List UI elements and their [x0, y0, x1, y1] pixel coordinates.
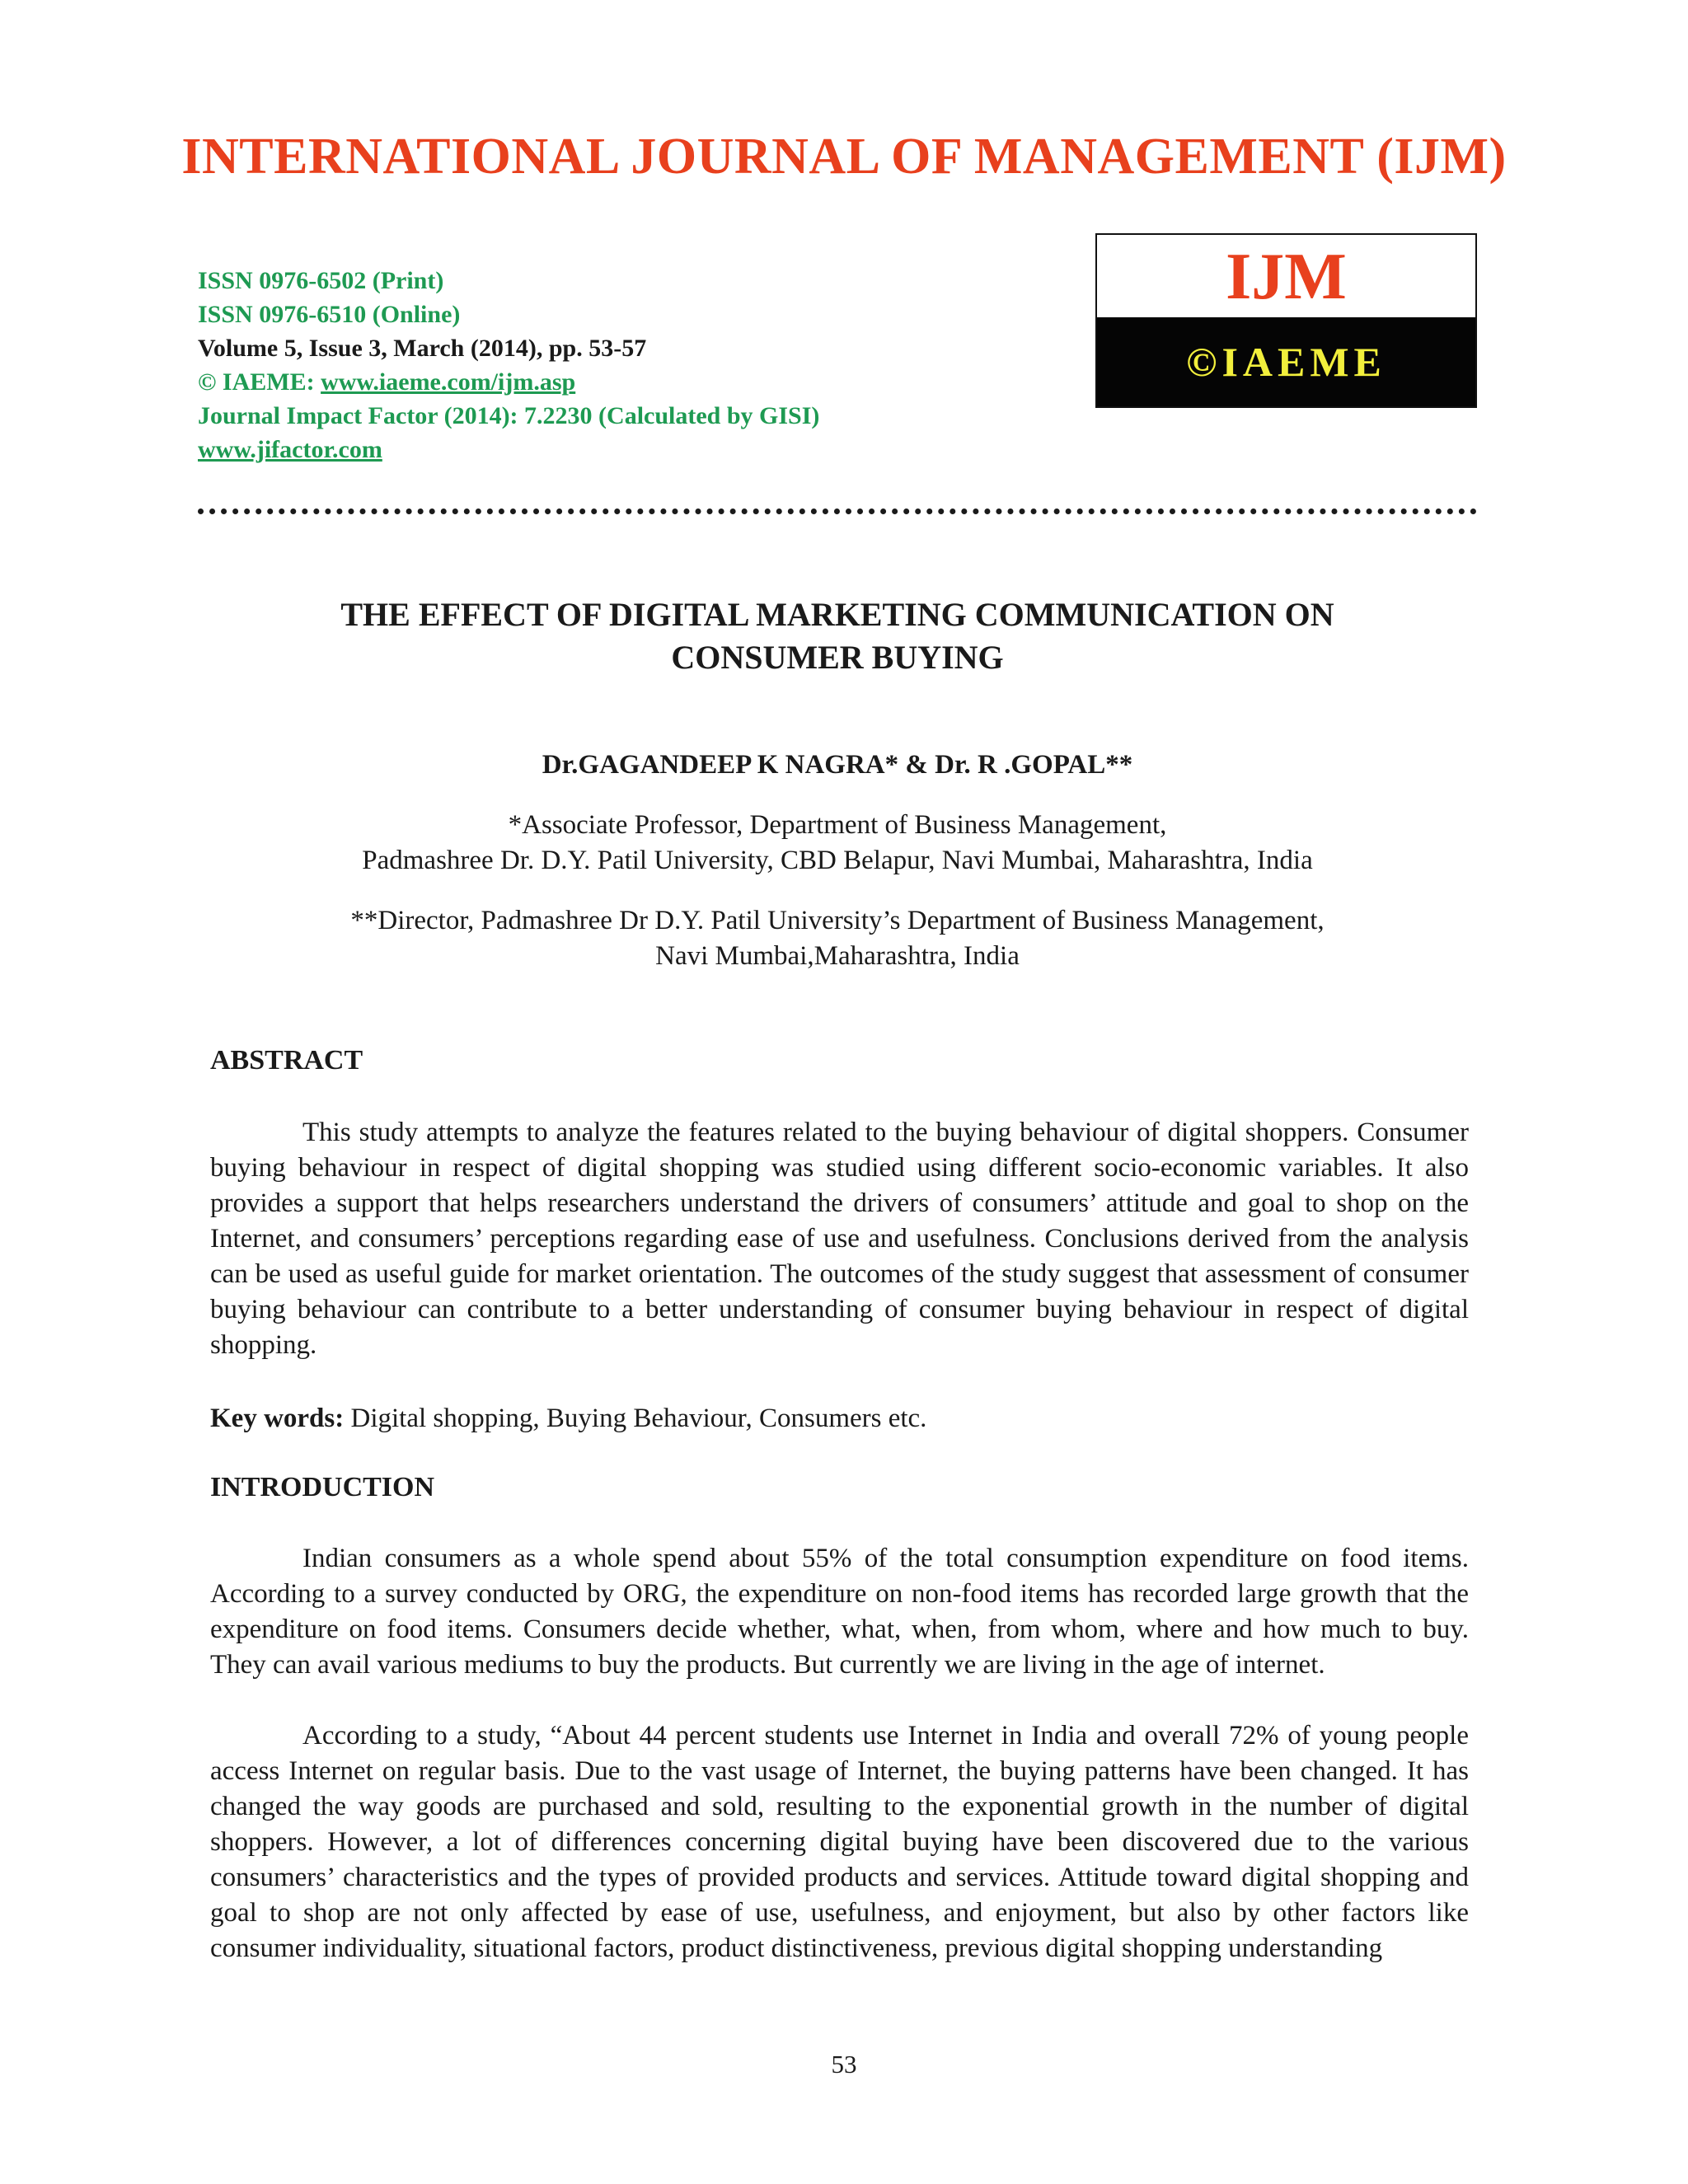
introduction-paragraph-2: According to a study, “About 44 percent students use Internet in India and overall 72% of young people access Internet on regular basis. Due to the vast usage of Internet, the buying patterns have been changed. It has changed the way goods are purchased and sold, resulting to the exponential growth in the number of digital shoppers. However, a lot of differences concerning digital buying have been discovered due to the various consumers’ characteristics and the types of provided products and services. Attitude toward digital shopping and goal to shop are not only affected by ease of use, usefulness, and enjoyment, but also by other factors like consumer individuality, situational factors, product distinctiveness, previous digital shopping understanding	[210, 1721, 1469, 1963]
paper-title-line2: CONSUMER BUYING	[671, 639, 1004, 676]
abstract-text: This study attempts to analyze the features related to the buying behaviour of digital shoppers. Consumer buying behaviour in respect of digital shopping was studied using different socio-economic variables. It also provides a support that helps researchers understand the drivers of consumers’ attitude and goal to shop on the Internet, and consumers’ perceptions regarding ease of use and usefulness. Conclusions derived from the analysis can be used as useful guide for market orientation. The outcomes of the study suggest that assessment of consumer buying behaviour can contribute to a better understanding of consumer buying behaviour in respect of digital shopping.	[210, 1118, 1469, 1360]
impact-factor: Journal Impact Factor (2014): 7.2230 (Calculated by GISI)	[198, 402, 820, 429]
keywords	[210, 1401, 1469, 1436]
keywords-text: Digital shopping, Buying Behaviour, Consumers etc.	[344, 1404, 927, 1433]
paper-title	[198, 593, 1477, 679]
iaeme-link[interactable]: www.iaeme.com/ijm.asp	[321, 368, 576, 396]
affiliation-2-line1: **Director, Padmashree Dr D.Y. Patil University’s Department of Business Management,	[350, 906, 1325, 935]
affiliation-2-line2: Navi Mumbai,Maharashtra, India	[655, 941, 1020, 971]
affiliation-2	[198, 903, 1477, 974]
ijm-logo-text: IJM	[1226, 241, 1347, 313]
abstract-heading: ABSTRACT	[210, 1045, 363, 1076]
dotted-divider	[198, 509, 1477, 514]
jifactor-link[interactable]: www.jifactor.com	[198, 436, 382, 463]
authors: Dr.GAGANDEEP K NAGRA* & Dr. R .GOPAL**	[542, 750, 1133, 780]
affiliation-1	[198, 808, 1477, 879]
ijm-logo	[1095, 233, 1477, 408]
introduction-heading: INTRODUCTION	[210, 1472, 435, 1502]
affiliation-1-line2: Padmashree Dr. D.Y. Patil University, CBD Belapur, Navi Mumbai, Maharashtra, India	[362, 846, 1313, 875]
issn-online: ISSN 0976-6510 (Online)	[198, 301, 461, 328]
iaeme-logo-band: ©IAEME	[1097, 317, 1475, 406]
iaeme-prefix: © IAEME:	[198, 368, 321, 396]
journal-title: INTERNATIONAL JOURNAL OF MANAGEMENT (IJM)	[181, 129, 1507, 185]
keywords-label: Key words:	[210, 1404, 345, 1433]
page-number: 53	[831, 2050, 857, 2079]
paper-title-line1: THE EFFECT OF DIGITAL MARKETING COMMUNICATION ON	[340, 596, 1334, 633]
issn-print: ISSN 0976-6502 (Print)	[198, 267, 444, 294]
volume-info: Volume 5, Issue 3, March (2014), pp. 53-57	[198, 335, 647, 362]
affiliation-1-line1: *Associate Professor, Department of Business Management,	[508, 810, 1167, 840]
journal-meta	[198, 264, 819, 466]
introduction-paragraph-1: Indian consumers as a whole spend about 55% of the total consumption expenditure on food items. According to a survey conducted by ORG, the expenditure on non-food items has recorded large growth that the expenditure on food items. Consumers decide whether, what, when, from whom, where and how much to buy. They can avail various mediums to buy the products. But currently we are living in the age of internet.	[210, 1544, 1469, 1680]
iaeme-line	[198, 365, 819, 399]
